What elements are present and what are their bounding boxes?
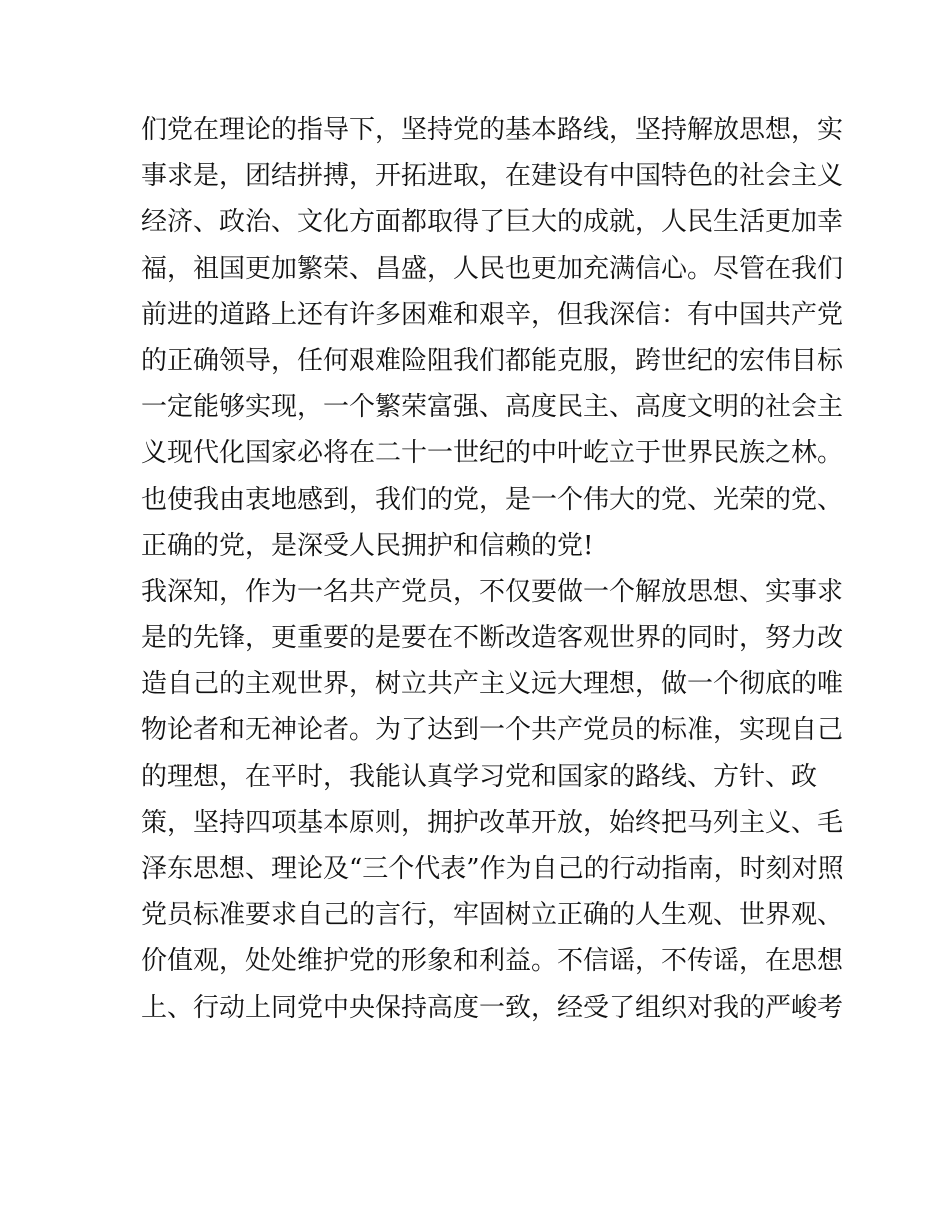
text-line: 前进的道路上还有许多困难和艰辛，但我深信：有中国共产党 (141, 299, 844, 330)
text-line: 我深知，作为一名共产党员，不仅要做一个解放思想、实事求 (141, 576, 844, 607)
text-line: 经济、政治、文化方面都取得了巨大的成就，人民生活更加幸 (141, 207, 844, 238)
text-line: 的理想，在平时，我能认真学习党和国家的路线、方针、政 (141, 761, 818, 792)
text-line: 策，坚持四项基本原则，拥护改革开放，始终把马列主义、毛 (141, 807, 844, 838)
text-line: 福，祖国更加繁荣、昌盛，人民也更加充满信心。尽管在我们 (141, 253, 844, 284)
document-body-text (141, 107, 844, 1031)
text-line: 是的先锋，更重要的是要在不断改造客观世界的同时，努力改 (141, 623, 844, 654)
text-line: 的正确领导，任何艰难险阻我们都能克服，跨世纪的宏伟目标 (141, 345, 844, 376)
text-line: 义现代化国家必将在二十一世纪的中叶屹立于世界民族之林。 (141, 438, 844, 469)
text-line: 价值观，处处维护党的形象和利益。不信谣，不传谣，在思想 (141, 946, 844, 977)
text-line: 物论者和无神论者。为了达到一个共产党员的标准，实现自己 (141, 715, 844, 746)
text-line: 事求是，团结拼搏，开拓进取，在建设有中国特色的社会主义 (141, 161, 844, 192)
text-line: 们党在理论的指导下，坚持党的基本路线，坚持解放思想，实 (141, 115, 844, 145)
text-line: 一定能够实现，一个繁荣富强、高度民主、高度文明的社会主 (141, 392, 844, 423)
text-line: 泽东思想、理论及“三个代表”作为自己的行动指南，时刻对照 (141, 854, 844, 884)
text-line: 正确的党，是深受人民拥护和信赖的党! (141, 530, 594, 561)
text-line: 也使我由衷地感到，我们的党，是一个伟大的党、光荣的党、 (141, 484, 844, 515)
text-line: 党员标准要求自己的言行，牢固树立正确的人生观、世界观、 (141, 900, 844, 931)
text-line: 造自己的主观世界，树立共产主义远大理想，做一个彻底的唯 (141, 669, 844, 700)
text-line: 上、行动上同党中央保持高度一致，经受了组织对我的严峻考 (141, 992, 844, 1023)
